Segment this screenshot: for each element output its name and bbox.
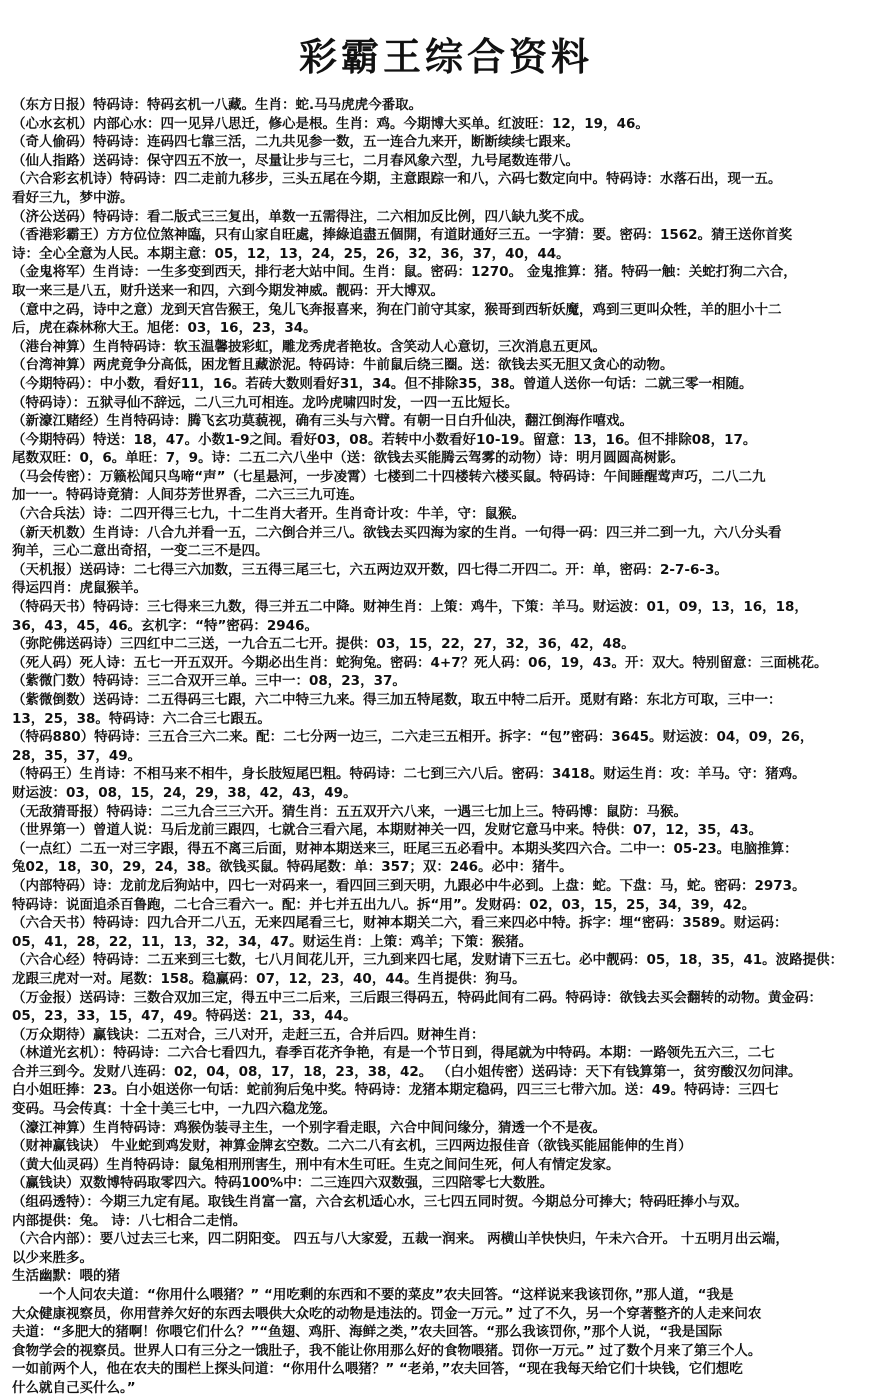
text-line: （心水玄机）内部心水：四一见异八思迁，修心是根。生肖：鸡。今期博大买单。红波旺：12，19，46。 bbox=[12, 115, 649, 132]
article-body bbox=[12, 96, 884, 1398]
text-line: （六合天书）特码诗：四九合开二八五，无来四尾看三七，财神本期关二六，看三来四必中特。拆字：埋“密码：3589。财运码： bbox=[12, 915, 788, 932]
text-line: （六合兵法）诗：二四开得三七九，十二生肖大者开。生肖奇计攻：牛羊，守：鼠猴。 bbox=[12, 506, 525, 523]
text-line: （仙人指路）送码诗：保守四五不放一，尽量让步与三七，二月春风象六型，九号尾数连带八。 bbox=[12, 152, 579, 169]
text-line: （六合心经）特码诗：二五来到三七数，七八月间花儿开，三九到来四七尾，发财请下三五七。必中靓码：05，18，35，41。波路提供： bbox=[12, 952, 844, 969]
text-line: （金鬼将军）生肖诗：一生多变到西天，排行老大站中间。生肖：鼠。密码：1270。 金鬼推算：猪。特码一触：关蛇打狗二六合， bbox=[12, 264, 797, 281]
text-line: 财运波：03，08，15，24，29，38，42，43，49。 bbox=[12, 784, 357, 801]
text-line: （无敌猜哥报）特码诗：二三九合三三六开。猜生肖：五五双开六八来，一遇三七加上三。特码博：鼠防：马猴。 bbox=[12, 803, 687, 820]
text-line: （组码透特）：今期三九定有尾。取钱生肖富一富，六合玄机适心水，三七四五同时贺。今期总分可捧大；特码旺捧小与双。 bbox=[12, 1194, 748, 1211]
text-line: （今期特码）特送：18，47。小数1-9之间。看好03，08。若转中小数看好10-19。留意：13，16。但不排除08，17。 bbox=[12, 431, 757, 448]
page-title: 彩霸王综合资料 bbox=[298, 34, 593, 79]
text-line: （奇人偷码）特码诗：连码四七靠三活，二九共见参一数，五一连合九来开，断断续续七跟来。 bbox=[12, 134, 579, 151]
text-line: （新天机数）生肖诗：八合九并看一五，二六倒合并三八。欲钱去买四海为家的生肖。一句得一码：四三并二到一九，六八分头看 bbox=[12, 524, 782, 541]
text-line: （港台神算）生肖特码诗：软玉温馨披彩虹，雕龙秀虎者艳妆。含笑动人心意切，三次消息五更风。 bbox=[12, 338, 606, 355]
text-line: 05，41，28，22，11，13，32，34，47。财运生肖：上策：鸡羊；下策：猴猪。 bbox=[12, 933, 533, 950]
text-line: （济公送码）特码诗：看二版式三三复出，单数一五需得注，二六相加反比例，四八缺九奖不成。 bbox=[12, 208, 593, 225]
text-line: （特码王）生肖诗：不相马来不相牛，身长肢短尾巴粗。特码诗：二七到三六八后。密码：3418。财运生肖：攻：羊马。守：猪鸡。 bbox=[12, 766, 806, 783]
text-line: （一点红）二五一对三字跟，得五不离三后面，财神本期送来三，旺尾三五必看中。本期头奖四六合。二中一：05-23。电脑推算： bbox=[12, 840, 798, 857]
text-line: （内部特码）诗：龙前龙后狗站中，四七一对码来一，看四回三到天明，九跟必中牛必到。上盘：蛇。下盘：马，蛇。密码：2973。 bbox=[12, 877, 806, 894]
text-line: （万金报）送码诗：三数合双加三定，得五中三二后来，三后跟三得码五，特码此间有二码。特码诗：欲钱去买会翻转的动物。黄金码： bbox=[12, 989, 822, 1006]
text-line: （意中之码，诗中之意）龙到天宫告猴王，兔儿飞奔报喜来，狗在门前守其家，猴哥到西斩妖魔，鸡到三更叫众牲，羊的胆小十二 bbox=[12, 301, 782, 318]
text-line: 生活幽默：喂的猪 bbox=[12, 1268, 120, 1285]
text-line: 后，虎在森林称大王。旭佬：03，16，23，34。 bbox=[12, 320, 317, 337]
text-line: 05，23，33，15，47，49。特码送：21，33，44。 bbox=[12, 1008, 357, 1025]
text-line: 合并三到今。发财八连码：02，04，08，17，18，23，38，42。 （白小姐传密）送码诗：天下有钱算第一，贫穷酸汉勿问津。 bbox=[12, 1063, 802, 1080]
text-line: （财神赢钱诀） 牛业蛇到鸡发财，神算金牌玄空数。二六二八有玄机，三四两边报佳音（欲钱买能屈能伸的生肖） bbox=[12, 1138, 692, 1155]
text-line: 龙跟三虎对一对。尾数：158。稳赢码：07，12，23，40，44。生肖提供：狗马。 bbox=[12, 970, 526, 987]
text-line: （新濠江赌经）生肖特码诗：腾飞玄功莫藐视，确有三头与六臂。有朝一日白升仙决，翻江倒海作嘻戏。 bbox=[12, 413, 633, 430]
text-line: （马会传密）：万籁松闻只鸟啼“声”（七星悬河，一步凌霄）七楼到二十四楼转六楼买鼠。特码诗：午间睡醒莺声巧，二八二九 bbox=[12, 468, 766, 485]
text-line: （万众期待）赢钱诀：二五对合，三八对开，走赶三五，合并后四。财神生肖： bbox=[12, 1026, 485, 1043]
text-line: （林道光玄机）：特码诗：二六合七看四九，春季百花齐争艳，有是一个节日到，得尾就为中特码。本期：一路领先五六三，二七 bbox=[12, 1045, 775, 1062]
text-line: 诗：全心全意为人民。本期主意：05，12，13，24，25，26，32，36，37，40，44。 bbox=[12, 245, 570, 262]
text-line: 什么就自己买什么。” bbox=[12, 1379, 136, 1396]
text-line: 夫道：“多肥大的猪啊！你喂它们什么？”“鱼翅、鸡肝、海鲜之类，”农夫回答。“那么我该罚你，”那个人说，“我是国际 bbox=[12, 1324, 723, 1341]
text-line: （东方日报）特码诗：特码玄机一八藏。生肖：蛇.马马虎虎今番取。 bbox=[12, 97, 423, 113]
text-line: （死人码）死人诗：五七一开五双开。今期必出生肖：蛇狗兔。密码：4+7？死人码：06，19，43。开：双大。特别留意：三面桃花。 bbox=[12, 654, 828, 671]
text-line: 食物学会的视察员。世界人口有三分之一饿肚子，我不能让你用那么好的食物喂猪。罚你一万元。” 过了数个月来了第三个人。 bbox=[12, 1342, 762, 1359]
text-line: （特码880）特码诗：三五合三六二来。配：二七分两一边三，二六走三五相开。拆字：“包”密码：3645。财运波：04，09，26， bbox=[12, 729, 814, 746]
text-line: （世界第一）曾道人说：马后龙前三跟四，七就合三看六尾，本期财神关一四，发财它意马中来。特供：07，12，35，43。 bbox=[12, 822, 763, 839]
text-line: （黄大仙灵码）生肖特码诗：鼠兔相刑刑害生，刑中有木生可旺。生克之间问生死，何人有情定发家。 bbox=[12, 1156, 620, 1173]
text-line: 一如前两个人，他在农夫的围栏上探头问道：“你用什么喂猪？” “老弟，”农夫回答，“现在我每天给它们十块钱，它们想吃 bbox=[12, 1361, 743, 1378]
text-line: 28，35，37，49。 bbox=[12, 747, 142, 764]
text-line: 36，43，45，46。玄机字：“特”密码：2946。 bbox=[12, 617, 318, 634]
text-line: （特码天书）特码诗：三七得来三九数，得三并五二中降。财神生肖：上策：鸡牛，下策：羊马。财运波：01，09，13，16，18， bbox=[12, 599, 808, 616]
text-line: （紫微门数）特码诗：三二合双开三单。三中一：08，23，37。 bbox=[12, 673, 406, 690]
text-line: （弥陀佛送码诗）三四红中二三送，一九合五二七开。提供：03，15，22，27，32，36，42，48。 bbox=[12, 636, 635, 653]
text-line: 看好三九，梦中游。 bbox=[12, 189, 134, 206]
text-line: 变码。马会传真：十全十美三七中，一九四六稳龙笼。 bbox=[12, 1101, 336, 1118]
text-line: 一个人问农夫道：“你用什么喂猪？” “用吃剩的东西和不要的菜皮”农夫回答。“这样说来我该罚你，”那人道，“我是 bbox=[12, 1287, 734, 1303]
text-line: 加一一。特码诗竟猜：人间芬芳世界香，二六三三九可连。 bbox=[12, 487, 363, 504]
text-line: 大众健康视察员，你用营养欠好的东西去喂供大众吃的动物是违法的。罚金一万元。” 过了不久，另一个穿著整齐的人走来问农 bbox=[12, 1305, 762, 1322]
text-line: （香港彩霸王）方方位位煞神臨，只有山家自旺處，捧綠追盡五個開，有道財通好三五。一字猜：要。密码：1562。猜王送你首奖 bbox=[12, 227, 793, 244]
text-line: 内部提供：兔。 诗：八七相合二走悄。 bbox=[12, 1212, 247, 1229]
text-line: 狗羊，三心二意出奇招，一变二三不是四。 bbox=[12, 543, 269, 560]
text-line: 白小姐旺捧：23。白小姐送你一句话：蛇前狗后兔中奖。特码诗：龙猪本期定稳码，四三三七带六加。送：49。特码诗：三四七 bbox=[12, 1082, 779, 1099]
text-line: 13，25，38。特码诗：六二合三七跟五。 bbox=[12, 710, 271, 727]
text-line: （六合内部）：要八过去三七来，四二阴阳变。 四五与八大家爱，五裁一润来。 两横山羊快快归，午未六合开。 十五明月出云端， bbox=[12, 1231, 789, 1248]
text-line: 特码诗：说面追杀百鲁跑，二七合三看六一。配：并七并五出九八。拆“用”。发财码：02，03，15，25，34，39，42。 bbox=[12, 896, 756, 913]
text-line: （台湾神算）两虎竟争分高低，困龙暂且藏淤泥。特码诗：牛前鼠后绕三圈。送：欲钱去买无胆又贪心的动物。 bbox=[12, 357, 674, 374]
text-line: （赢钱诀）双数博特码取零四六。特码100%中：二三连四六双数强，三四陪零七大数胜。 bbox=[12, 1175, 554, 1192]
text-line: （紫微倒数）送码诗：二五得码三七跟，六二中特三九来。得三加五特尾数，取五中特二后开。觅财有路：东北方可取，三中一： bbox=[12, 692, 782, 708]
text-line: （濠江神算）生肖特码诗：鸡猴伪装寻主生，一个别字看走眼，六合中间问缘分，猜透一个不是夜。 bbox=[12, 1119, 606, 1136]
text-line: 兔02，18，30，29，24，38。欲钱买鼠。特码尾数：单：357；双：246。必中：猪牛。 bbox=[12, 859, 573, 876]
text-line: 尾数双旺：0，6。单旺：7，9。诗：二五二六八坐中（送：欲钱去买能腾云驾雾的动物）诗：明月圆圆高树影。 bbox=[12, 450, 685, 467]
text-line: 得运四肖：虎鼠猴羊。 bbox=[12, 580, 147, 597]
text-line: （天机报）送码诗：二七得三六加数，三五得三尾三七，六五两边双开数，四七得二开四二。开：单，密码：2-7-6-3。 bbox=[12, 561, 728, 578]
text-line: 取一来三是八五，财升送来一和四，六到今期发神威。靓码：开大博双。 bbox=[12, 282, 444, 299]
text-line: （特码诗）：五狱寻仙不辞远，二八三九可相连。龙吟虎啸四时发，一四一五比短长。 bbox=[12, 394, 519, 411]
text-line: 以少来胜多。 bbox=[12, 1249, 93, 1266]
text-line: （今期特码）：中小数，看好11，16。若砖大数则看好31，34。但不排除35，38。曾道人送你一句话：二就三零一相随。 bbox=[12, 375, 753, 392]
text-line: （六合彩玄机诗）特码诗：四二走前九移步，三头五尾在今期，主意跟踪一和八，六码七数定向中。特码诗：水落石出，现一五。 bbox=[12, 171, 782, 188]
